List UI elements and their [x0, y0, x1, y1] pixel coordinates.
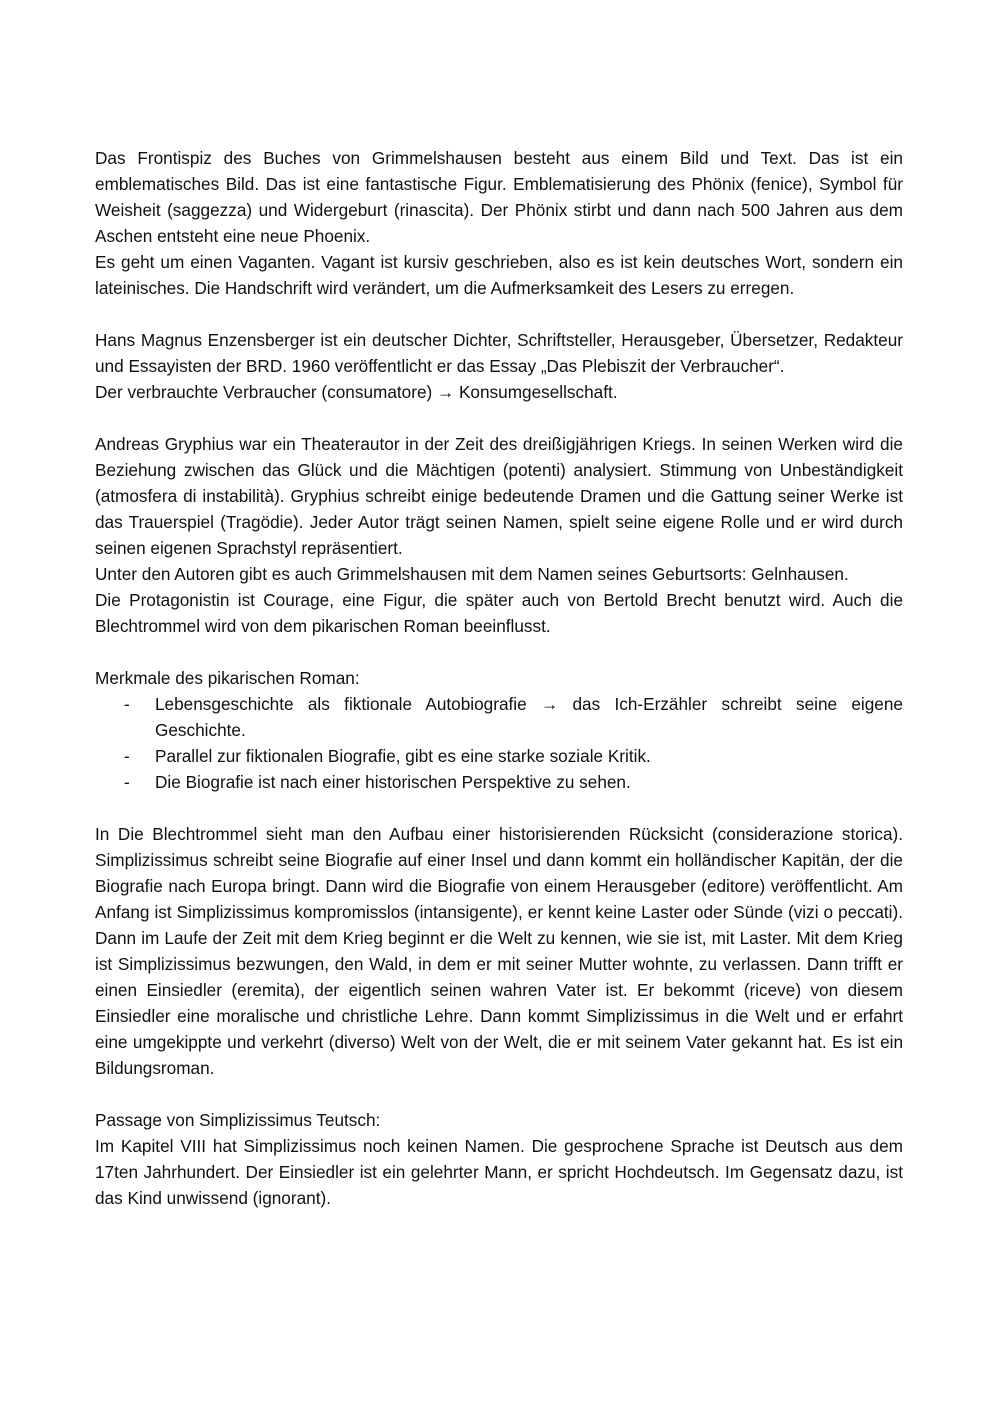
paragraph-frontispiz: Das Frontispiz des Buches von Grimmelshausen besteht aus einem Bild und Text. Das ist ein emblematisches Bild. Das ist eine fantastische Figur. Emblematisierung des Phönix (fenice), Symbol für Weisheit (saggezza) und Widergeburt (rinascita). Der Phönix stirbt und dann nach 500 Jahren aus dem Aschen entsteht eine neue Phoenix.	[95, 148, 903, 246]
paragraph-gryphius: Andreas Gryphius war ein Theaterautor in der Zeit des dreißigjährigen Kriegs. In seinen Werken wird die Beziehung zwischen das Glück und die Mächtigen (potenti) analysiert. Stimmung von Unbeständigkeit (atmosfera di instabilità). Gryphius schreibt einige bedeutende Dramen und die Gattung seiner Werke ist das Trauerspiel (Tragödie). Jeder Autor trägt seinen Namen, spielt seine eigene Rolle und er wird durch seinen eigenen Sprachstyl repräsentiert.	[95, 434, 903, 558]
list-item-text: Parallel zur fiktionalen Biografie, gibt es eine starke soziale Kritik.	[155, 746, 651, 766]
bullet-dash: -	[124, 694, 130, 714]
list-item-text: Lebensgeschichte als fiktionale Autobiografie → das Ich-Erzähler schreibt seine eigene Geschichte.	[155, 694, 903, 740]
bullet-dash: -	[124, 746, 130, 766]
document-page	[95, 145, 903, 1211]
blank-line	[95, 405, 903, 431]
blank-line	[95, 639, 903, 665]
paragraph-kapitel: Im Kapitel VIII hat Simplizissimus noch keinen Namen. Die gesprochene Sprache ist Deutsch aus dem 17ten Jahrhundert. Der Einsiedler ist ein gelehrter Mann, er spricht Hochdeutsch. Im Gegensatz dazu, ist das Kind unwissend (ignorant).	[95, 1136, 903, 1208]
paragraph-vagant: Es geht um einen Vaganten. Vagant ist kursiv geschrieben, also es ist kein deutsches Wort, sondern ein lateinisches. Die Handschrift wird verändert, um die Aufmerksamkeit des Lesers zu erregen.	[95, 252, 903, 298]
bullet-dash: -	[124, 772, 130, 792]
paragraph-courage: Die Protagonistin ist Courage, eine Figur, die später auch von Bertold Brecht benutzt wird. Auch die Blechtrommel wird von dem pikarischen Roman beeinflusst.	[95, 590, 903, 636]
blank-line	[95, 795, 903, 821]
paragraph-enzensberger: Hans Magnus Enzensberger ist ein deutscher Dichter, Schriftsteller, Herausgeber, Übersetzer, Redakteur und Essayisten der BRD. 1960 veröffentlicht er das Essay „Das Plebiszit der Verbraucher“.	[95, 330, 903, 376]
paragraph-grimmelshausen: Unter den Autoren gibt es auch Grimmelshausen mit dem Namen seines Geburtsorts: Gelnhausen.	[95, 564, 849, 584]
list-item-text: Die Biografie ist nach einer historischen Perspektive zu sehen.	[155, 772, 631, 792]
paragraph-passage-heading: Passage von Simplizissimus Teutsch:	[95, 1110, 381, 1130]
paragraph-merkmale-heading: Merkmale des pikarischen Roman:	[95, 668, 360, 688]
merkmale-list	[95, 691, 903, 795]
paragraph-verbraucher: Der verbrauchte Verbraucher (consumatore) → Konsumgesellschaft.	[95, 382, 618, 402]
list-item	[95, 691, 903, 743]
paragraph-blechtrommel: In Die Blechtrommel sieht man den Aufbau einer historisierenden Rücksicht (considerazione storica). Simplizissimus schreibt seine Biografie auf einer Insel und dann kommt ein holländischer Kapitän, der die Biografie nach Europa bringt. Dann wird die Biografie von einem Herausgeber (editore) veröffentlicht. Am Anfang ist Simplizissimus kompromisslos (intansigente), er kennt keine Laster oder Sünde (vizi o peccati). Dann im Laufe der Zeit mit dem Krieg beginnt er die Welt zu kennen, wie sie ist, mit Laster. Mit dem Krieg ist Simplizissimus bezwungen, den Wald, in dem er mit seiner Mutter wohnte, zu verlassen. Dann trifft er einen Einsiedler (eremita), der eigentlich seinen wahren Vater ist. Er bekommt (riceve) von diesem Einsiedler eine moralische und christliche Lehre. Dann kommt Simplizissimus in die Welt und er erfahrt eine umgekippte und verkehrt (diverso) Welt von der Welt, die er mit seinem Vater gekannt hat. Es ist ein Bildungsroman.	[95, 824, 903, 1078]
blank-line	[95, 301, 903, 327]
blank-line	[95, 1081, 903, 1107]
list-item	[95, 769, 903, 795]
list-item	[95, 743, 903, 769]
